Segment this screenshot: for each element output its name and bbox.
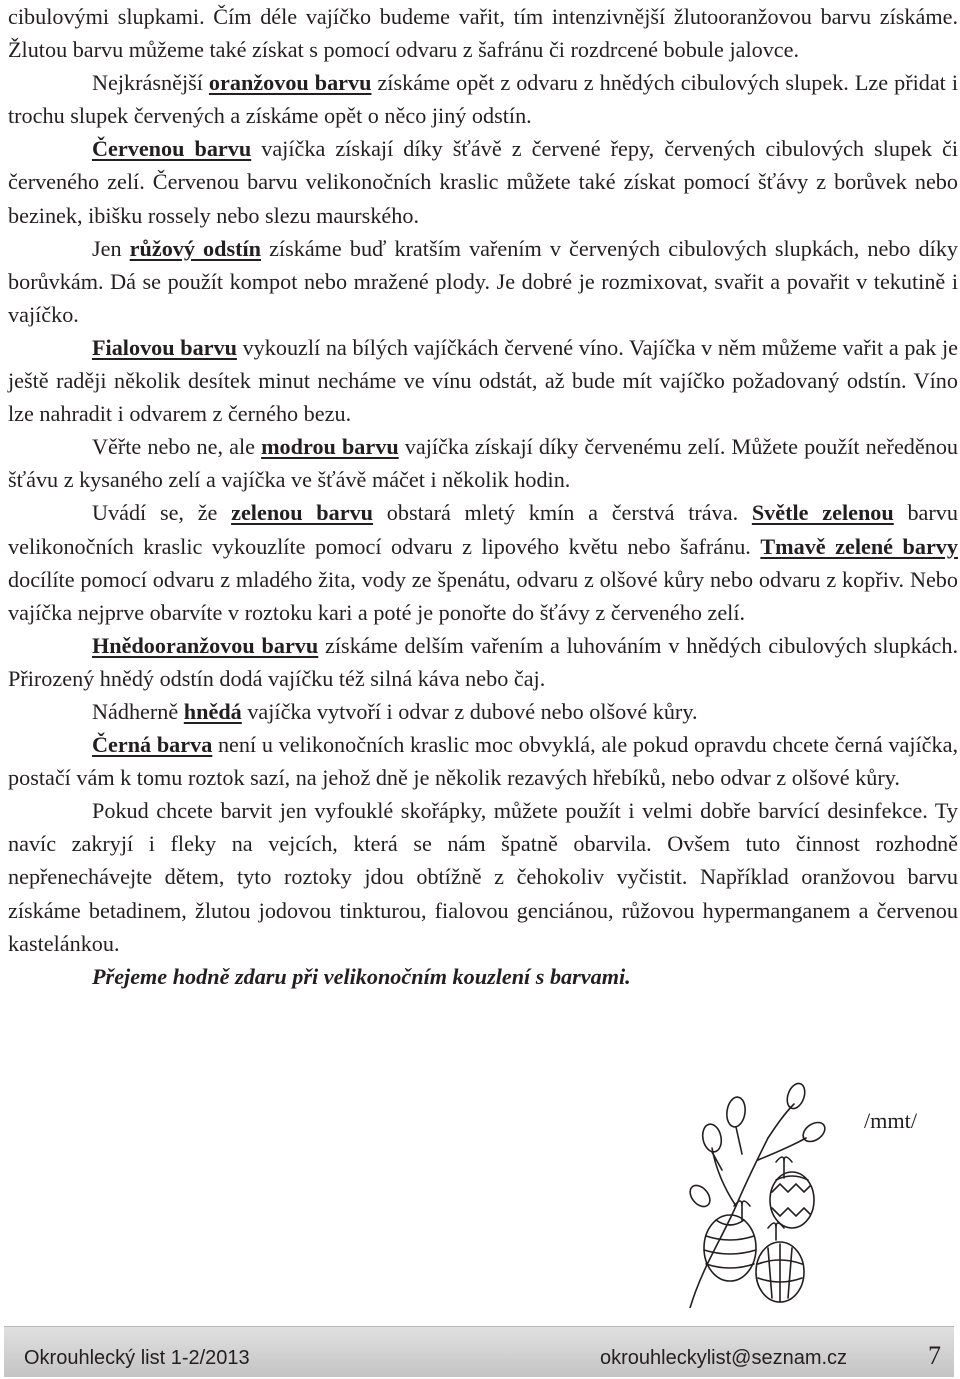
color-term: zelenou barvu — [231, 500, 374, 526]
paragraph-text: získáme delším vařením a luhováním v hnědých cibulových slupkách. Přirozený hnědý odstín dodá vajíčku též silná káva nebo čaj. — [8, 632, 959, 691]
paragraph — [8, 728, 958, 794]
paragraph-text: Nádherně — [92, 698, 184, 724]
paragraph-text: barvu velikonočních kraslic vykouzlíte pomocí odvaru z lipového květu nebo šafránu. — [8, 500, 958, 559]
page-footer — [4, 1326, 954, 1377]
paragraph-text: docílíte pomocí odvaru z mladého žita, vody ze špenátu, odvaru z olšové kůry nebo odvaru z kopřiv. Nebo vajíčka nejprve obarvíte v roztoku kari a poté je ponořte do šťávy z červeného zelí. — [8, 566, 958, 625]
paragraph — [8, 232, 958, 331]
footer-publication: Okrouhlecký list 1-2/2013 — [24, 1347, 250, 1369]
paragraph-text: Pokud chcete barvit jen vyfouklé skořápky, můžete použít i velmi dobře barvící desinfekce. Ty navíc zakryjí i fleky na vejcích, která se nám špatně obarvila. Ovšem tuto činnost rozhodně nepřenechávejte dětem, tyto roztoky jdou obtížně z čehokoliv vyčistit. Například oranžovou barvu získáme betadinem, žlutou jodovou tinkturou, fialovou genciánou, růžovou hypermanganem a červenou kastelánkou. — [8, 798, 958, 956]
color-term: Červenou barvu — [92, 136, 252, 162]
color-term: růžový odstín — [129, 235, 262, 261]
paragraph — [8, 331, 958, 430]
paragraph-text: Jen — [92, 235, 130, 261]
paragraph — [8, 0, 958, 66]
paragraph — [8, 629, 958, 695]
paragraph — [8, 794, 958, 959]
paragraph-text: vajíčka vytvoří i odvar z dubové nebo olšové kůry. — [241, 698, 698, 724]
color-term: modrou barvu — [261, 434, 399, 460]
paragraph-text: Věřte nebo ne, ale — [92, 434, 262, 460]
color-term: Černá barva — [92, 732, 213, 758]
paragraph-text: cibulovými slupkami. Čím déle vajíčko budeme vařit, tím intenzivnější žlutooranžovou barvu získáme. Žlutou barvu můžeme také získat s pomocí odvaru z šafránu či rozdrcené bobule jalovce. — [8, 4, 958, 63]
color-term: Fialovou barvu — [92, 334, 237, 360]
paragraph-text: získáme opět z odvaru z hnědých cibulových slupek. Lze přidat i trochu slupek červených a získáme opět o něco jiný odstín. — [8, 70, 959, 129]
closing-wish-text: Přejeme hodně zdaru při velikonočním kouzlení s barvami. — [92, 963, 631, 989]
paragraph-text: vajíčka získají díky červenému zelí. Můžete použít neředěnou šťávu z kysaného zelí a vajíčka ve šťávě máčet i několik hodin. — [8, 434, 959, 493]
footer-email[interactable]: okrouhleckylist@seznam.cz — [600, 1347, 848, 1369]
easter-eggs-on-branch-icon — [672, 1078, 832, 1308]
paragraph — [8, 66, 958, 132]
paragraph — [8, 695, 958, 728]
paragraph-text: obstará mletý kmín a čerstvá tráva. — [373, 500, 752, 526]
color-term: Tmavě zelené barvy — [760, 533, 958, 559]
closing-wish — [8, 960, 958, 993]
paragraph — [8, 496, 958, 628]
color-term: Hnědooranžovou barvu — [92, 632, 319, 658]
paragraph-text: Uvádí se, že — [92, 500, 232, 526]
paragraph-text: Nejkrásnější — [92, 70, 209, 96]
paragraph-text: získáme buď kratším vařením v červených cibulových slupkách, nebo díky borůvkám. Dá se použít kompot nebo mražené plody. Je dobré je rozmixovat, svařit a povařit v tekutině i vajíčko. — [8, 235, 959, 327]
color-term: oranžovou barvu — [208, 70, 372, 96]
page-number: 7 — [928, 1341, 941, 1370]
color-term: hnědá — [183, 698, 242, 724]
paragraph — [8, 132, 958, 231]
paragraph-text: vykouzlí na bílých vajíčkách červené víno. Vajíčka v něm můžeme vařit a pak je ještě raději několik desítek minut necháme ve vínu odstát, až bude mít vajíčko požadovaný odstín. Víno lze nahradit i odvarem z černého bezu. — [8, 334, 958, 427]
article-body — [8, 0, 958, 993]
author-signature: /mmt/ — [864, 1108, 918, 1133]
paragraph-text: není u velikonočních kraslic moc obvyklá, ale pokud opravdu chcete černá vajíčka, postačí vám k tomu roztok sazí, na jehož dně je několik rezavých hřebíků, nebo odvar z olšové kůry. — [8, 732, 958, 791]
paragraph-text: vajíčka získají díky šťávě z červené řepy, červených cibulových slupek či červeného zelí. Červenou barvu velikonočních kraslic můžete také získat pomocí šťávy z borůvek nebo bezinek, ibišku rossely nebo slezu maurského. — [8, 136, 959, 228]
paragraph — [8, 430, 958, 496]
color-term: Světle zelenou — [751, 500, 894, 526]
